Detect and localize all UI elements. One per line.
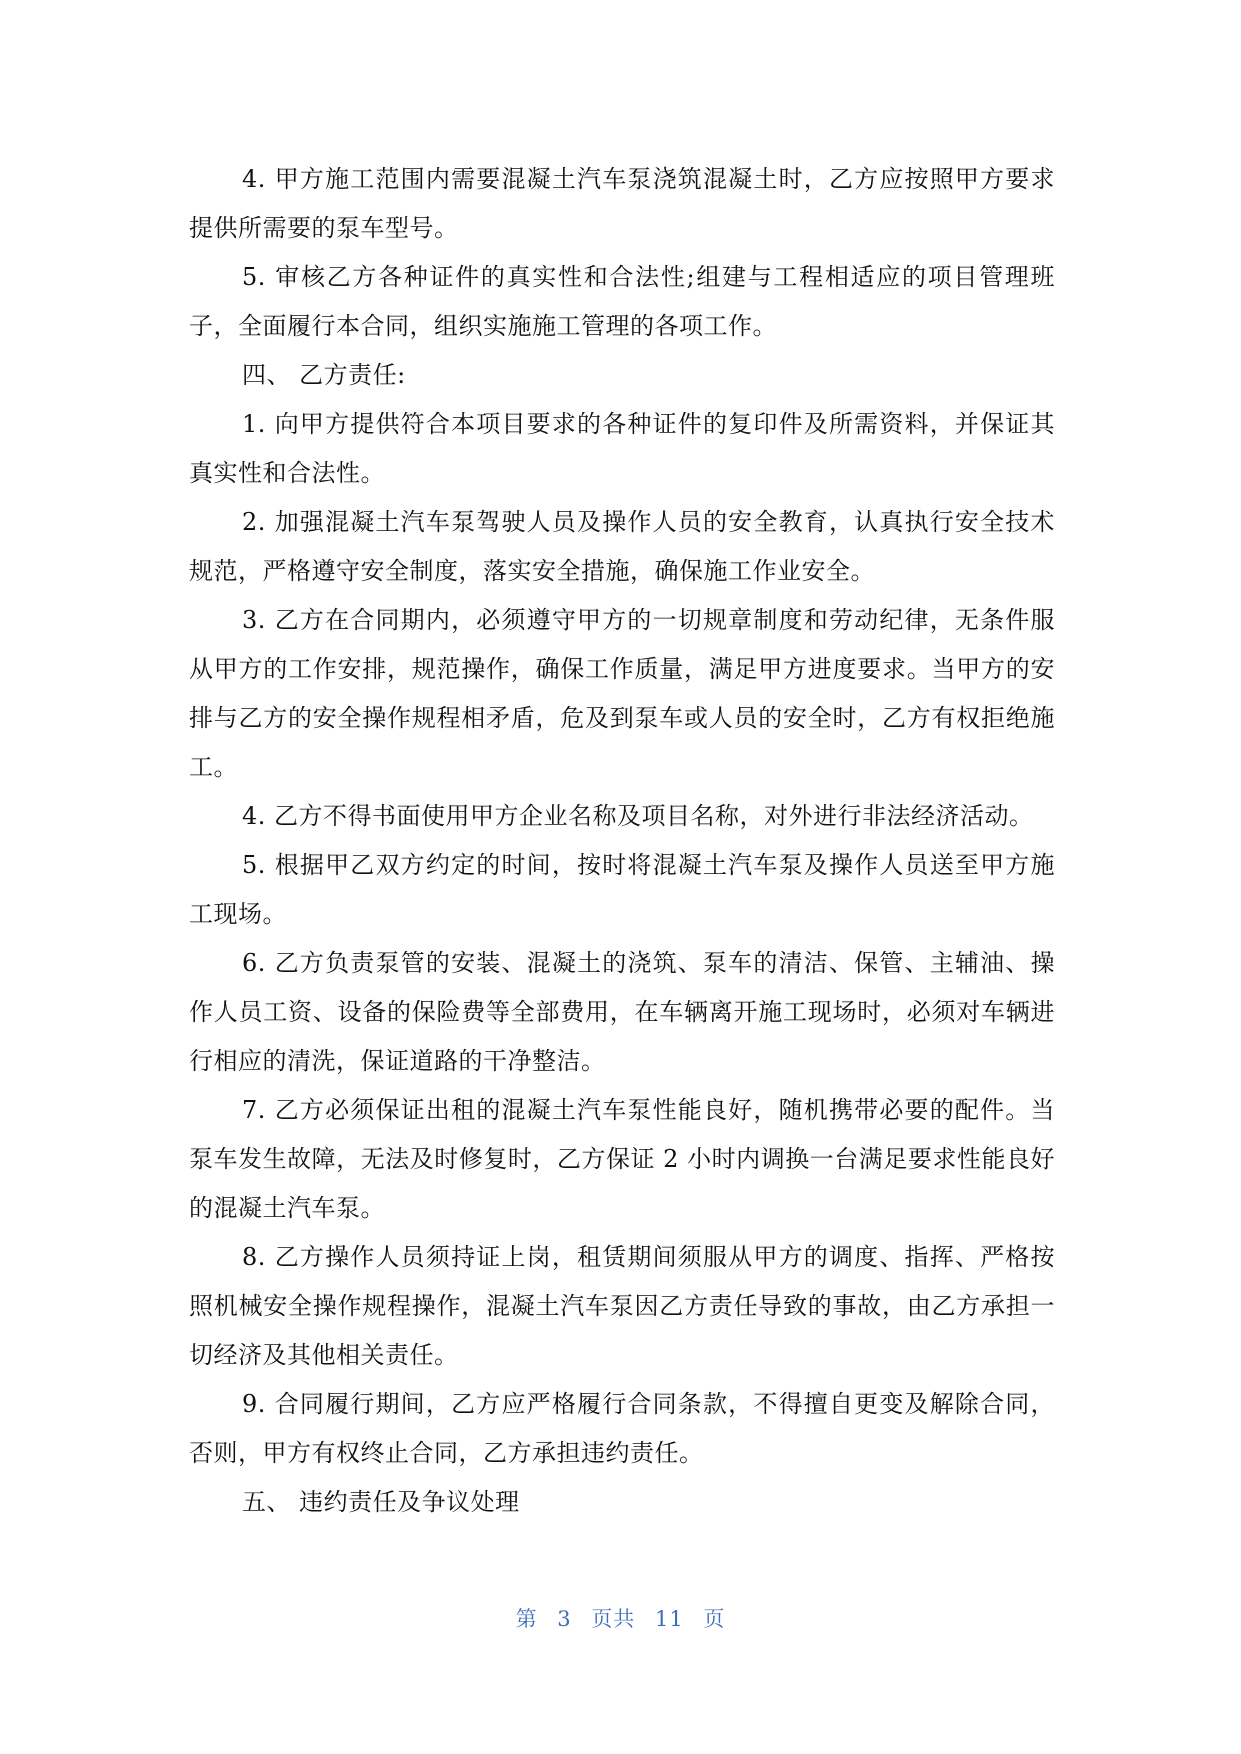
page-number-current: 3 [557, 1607, 572, 1631]
section-heading-breach-liability: 五、 违约责任及争议处理 [242, 1488, 520, 1516]
paragraph-b-item-4: 4. 乙方不得书面使用甲方企业名称及项目名称，对外进行非法经济活动。 [242, 802, 1034, 830]
paragraph-b-item-8: 8. 乙方操作人员须持证上岗，租赁期间须服从甲方的调度、指挥、严格按照机械安全操作规程操作，混凝土汽车泵因乙方责任导致的事故，由乙方承担一切经济及其他相关责任。 [189, 1243, 1055, 1369]
document-body [189, 155, 1055, 1527]
paragraph-b-item-5: 5. 根据甲乙双方约定的时间，按时将混凝土汽车泵及操作人员送至甲方施工现场。 [189, 851, 1055, 928]
paragraph-item-4-pump-model: 4. 甲方施工范围内需要混凝土汽车泵浇筑混凝土时，乙方应按照甲方要求提供所需要的泵车型号。 [189, 165, 1055, 242]
page-footer-prefix: 第 [515, 1607, 538, 1631]
page-footer [0, 1603, 1241, 1633]
paragraph-b-item-2: 2. 加强混凝土汽车泵驾驶人员及操作人员的安全教育，认真执行安全技术规范，严格遵守安全制度，落实安全措施，确保施工作业安全。 [189, 508, 1055, 585]
paragraph-b-item-1: 1. 向甲方提供符合本项目要求的各种证件的复印件及所需资料，并保证其真实性和合法性。 [189, 410, 1055, 487]
page-footer-middle: 页共 [591, 1607, 636, 1631]
paragraph-b-item-3: 3. 乙方在合同期内，必须遵守甲方的一切规章制度和劳动纪律，无条件服从甲方的工作安排，规范操作，确保工作质量，满足甲方进度要求。当甲方的安排与乙方的安全操作规程相矛盾，危及到泵车或人员的安全时，乙方有权拒绝施工。 [189, 606, 1055, 781]
section-heading-party-b-responsibilities: 四、 乙方责任: [242, 361, 406, 389]
paragraph-b-item-7: 7. 乙方必须保证出租的混凝土汽车泵性能良好，随机携带必要的配件。当泵车发生故障，无法及时修复时，乙方保证 2 小时内调换一台满足要求性能良好的混凝土汽车泵。 [189, 1096, 1055, 1222]
paragraph-b-item-6: 6. 乙方负责泵管的安装、混凝土的浇筑、泵车的清洁、保管、主辅油、操作人员工资、设备的保险费等全部费用，在车辆离开施工现场时，必须对车辆进行相应的清洗，保证道路的干净整洁。 [189, 949, 1055, 1075]
page-footer-suffix: 页 [703, 1607, 726, 1631]
page-number-total: 11 [655, 1607, 684, 1631]
paragraph-b-item-9: 9. 合同履行期间，乙方应严格履行合同条款，不得擅自更变及解除合同，否则，甲方有权终止合同，乙方承担违约责任。 [189, 1390, 1055, 1467]
paragraph-item-5-verify-certificates: 5. 审核乙方各种证件的真实性和合法性;组建与工程相适应的项目管理班子，全面履行本合同，组织实施施工管理的各项工作。 [189, 263, 1055, 340]
